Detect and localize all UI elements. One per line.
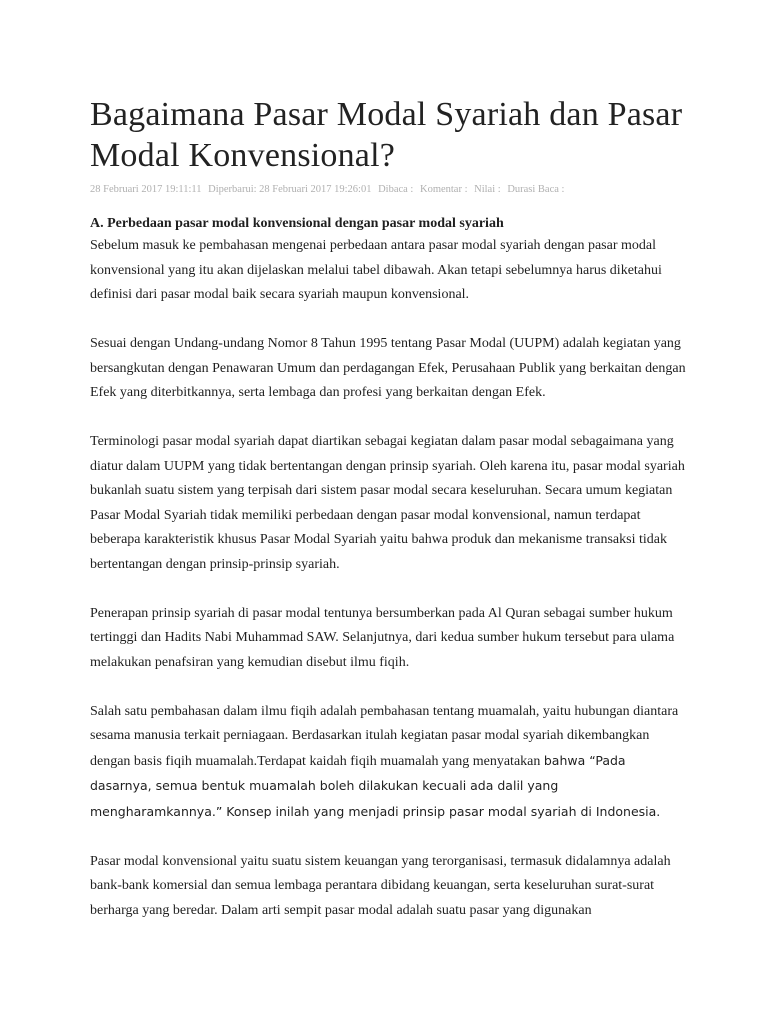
article-title: Bagaimana Pasar Modal Syariah dan Pasar Modal Konvensional? (90, 96, 683, 174)
published-date: 28 Februari 2017 19:11:11 (90, 184, 202, 195)
paragraph-2: Sesuai dengan Undang-undang Nomor 8 Tahun 1995 tentang Pasar Modal (UUPM) adalah kegiatan yang bersangkutan dengan Penawaran Umum dan perdagangan Efek, Perusahaan Publik yang berkaitan dengan Efek yang diterbitkannya, serta lembaga dan profesi yang berkaitan dengan Efek. (90, 336, 686, 400)
paragraph-5-quote: bahwa “Pada dasarnya, semua bentuk muamalah boleh dilakukan kecuali ada dalil yang mengharamkannya.” Konsep inilah yang menjadi prinsip pasar modal syariah di Indonesia. (90, 752, 661, 819)
comment-count[interactable]: Komentar : (419, 184, 468, 195)
rating: Nilai : (474, 184, 501, 195)
paragraph-4: Penerapan prinsip syariah di pasar modal tentunya bersumberkan pada Al Quran sebagai sumber hukum tertinggi dan Hadits Nabi Muhammad SAW. Selanjutnya, dari kedua sumber hukum tersebut para ulama melakukan penafsiran yang kemudian disebut ilmu fiqih. (90, 605, 675, 670)
section-heading: A. Perbedaan pasar modal konvensional dengan pasar modal syariah (90, 216, 504, 231)
paragraph-3: Terminologi pasar modal syariah dapat diartikan sebagai kegiatan dalam pasar modal sebagaimana yang diatur dalam UUPM yang tidak bertentangan dengan prinsip syariah. Oleh karena itu, pasar modal syariah bukanlah suatu sistem yang terpisah dari sistem pasar modal secara keseluruhan. Secara umum kegiatan Pasar Modal Syariah tidak memiliki perbedaan dengan pasar modal konvensional, namun terdapat beberapa karakteristik khusus Pasar Modal Syariah yaitu bahwa produk dan mekanisme transaksi tidak bertentangan dengan prinsip-prinsip syariah. (90, 434, 685, 572)
paragraph-1: Sebelum masuk ke pembahasan mengenai perbedaan antara pasar modal syariah dengan pasar modal konvensional yang itu akan dijelaskan melalui tabel dibawah. Akan tetapi sebelumnya harus diketahui definisi dari pasar modal baik secara syariah maupun konvensional. (90, 238, 662, 302)
paragraph-5 (90, 700, 690, 826)
read-count: Dibaca : (378, 184, 414, 195)
article-meta (90, 183, 730, 197)
article-body (90, 214, 690, 948)
read-duration: Durasi Baca : (507, 184, 565, 195)
updated-date: Diperbarui: 28 Februari 2017 19:26:01 (208, 184, 372, 195)
paragraph-5-intro: Salah satu pembahasan dalam ilmu fiqih adalah pembahasan tentang muamalah, yaitu hubungan diantara sesama manusia terkait perniagaan. Berdasarkan itulah kegiatan pasar modal syariah dikembangkan dengan basis fiqih muamalah.Terdapat kaidah fiqih muamalah yang menyatakan (90, 703, 679, 769)
paragraph-6: Pasar modal konvensional yaitu suatu sistem keuangan yang terorganisasi, termasuk didalamnya adalah bank-bank komersial dan semua lembaga perantara dibidang keuangan, serta keseluruhan surat-surat berharga yang beredar. Dalam arti sempit pasar modal adalah suatu pasar yang digunakan (90, 853, 671, 918)
